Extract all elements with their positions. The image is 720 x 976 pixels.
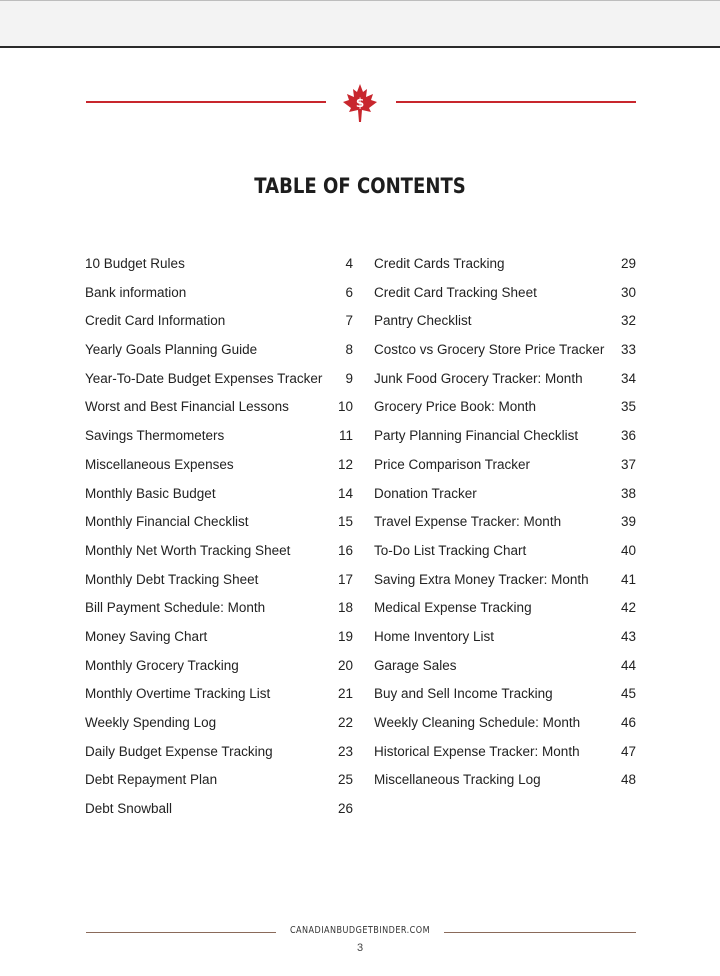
toc-entry [85, 540, 353, 569]
toc-entry-page: 21 [337, 686, 353, 702]
toc-entry-page: 39 [620, 514, 636, 530]
toc-entry-page: 40 [620, 542, 636, 558]
toc-entry [85, 769, 353, 798]
toc-entry-title: Home Inventory List [374, 628, 495, 644]
toc-entry-title: Garage Sales [374, 657, 457, 673]
toc-left-column [85, 253, 353, 827]
toc-entry-page: 25 [337, 772, 353, 788]
toc-entry [374, 425, 636, 454]
toc-entry-page: 19 [337, 628, 353, 644]
toc-entry-title: Historical Expense Tracker: Month [374, 743, 580, 759]
toc-entry-page: 34 [620, 370, 636, 386]
footer-site: CANADIANBUDGETBINDER.COM [289, 925, 431, 936]
toc-entry [85, 798, 353, 827]
toc-entry-page: 4 [345, 256, 353, 271]
toc-entry [85, 454, 353, 483]
toc-right-column [374, 253, 636, 798]
header-rule-right [396, 101, 636, 103]
toc-entry-title: Grocery Price Book: Month [374, 399, 537, 415]
toc-entry-title: Travel Expense Tracker: Month [374, 514, 562, 530]
toc-entry-title: Bill Payment Schedule: Month [85, 600, 266, 616]
toc-entry-title: 10 Budget Rules [85, 256, 185, 271]
toc-entry-page: 36 [620, 428, 636, 444]
toc-entry [85, 511, 353, 540]
toc-entry-page: 10 [337, 399, 353, 415]
toc-entry [374, 626, 636, 655]
toc-entry [85, 425, 353, 454]
toc-entry-page: 11 [338, 428, 353, 444]
toc-entry [374, 769, 636, 798]
toc-entry-page: 30 [620, 284, 636, 300]
toc-entry-title: Saving Extra Money Tracker: Month [374, 571, 589, 587]
toc-entry [85, 339, 353, 368]
toc-entry-page: 45 [620, 686, 636, 702]
toc-entry [374, 741, 636, 770]
toc-entry-title: Miscellaneous Tracking Log [374, 772, 541, 788]
toc-entry [374, 655, 636, 684]
toc-entry-title: Monthly Basic Budget [85, 485, 216, 501]
toc-entry-page: 15 [337, 514, 353, 530]
toc-entry-page: 9 [345, 370, 353, 386]
toc-entry-title: Buy and Sell Income Tracking [374, 686, 553, 702]
toc-entry-page: 37 [620, 456, 636, 472]
toc-entry-title: Monthly Net Worth Tracking Sheet [85, 542, 291, 558]
dollar-sign: $ [355, 96, 365, 110]
toc-entry [374, 511, 636, 540]
footer-rule-right [444, 932, 636, 933]
toc-entry-page: 16 [337, 542, 353, 558]
toc-entry-page: 46 [620, 715, 636, 730]
toc-entry-page: 35 [620, 399, 636, 415]
toc-entry-page: 26 [337, 801, 353, 817]
toc-entry-page: 20 [337, 657, 353, 673]
toc-entry [85, 597, 353, 626]
toc-entry [374, 339, 636, 368]
toc-entry-title: Debt Snowball [85, 801, 173, 817]
toc-entry [85, 683, 353, 712]
maple-leaf-dollar-icon [340, 82, 380, 124]
toc-entry [85, 253, 353, 282]
toc-entry-page: 17 [337, 571, 353, 587]
toc-entry-title: Miscellaneous Expenses [85, 456, 234, 472]
toc-entry-page: 29 [620, 256, 636, 271]
toc-entry [374, 683, 636, 712]
toc-entry-page: 18 [337, 600, 353, 616]
toc-entry [85, 282, 353, 311]
toc-entry [85, 655, 353, 684]
toc-entry-title: Monthly Financial Checklist [85, 514, 249, 530]
toc-entry-title: Pantry Checklist [374, 313, 472, 329]
toc-entry-page: 32 [620, 313, 636, 329]
toc-entry-title: Worst and Best Financial Lessons [85, 399, 289, 415]
toc-entry [85, 310, 353, 339]
toc-entry-title: Credit Card Information [85, 313, 226, 329]
toc-entry-title: Money Saving Chart [85, 628, 208, 644]
toc-entry [374, 597, 636, 626]
toc-entry-page: 43 [620, 628, 636, 644]
toc-entry-page: 44 [620, 657, 636, 673]
toc-entry-page: 38 [620, 485, 636, 501]
toc-entry [85, 396, 353, 425]
toc-entry-title: Party Planning Financial Checklist [374, 428, 579, 444]
toc-entry-page: 14 [337, 485, 353, 501]
toc-entry-title: Donation Tracker [374, 485, 477, 501]
toc-entry [85, 368, 353, 397]
toc-entry-title: Year-To-Date Budget Expenses Tracker [85, 370, 323, 386]
toc-entry-title: Credit Card Tracking Sheet [374, 284, 537, 300]
toc-entry [374, 454, 636, 483]
toc-entry [85, 712, 353, 741]
toc-entry-title: Monthly Debt Tracking Sheet [85, 571, 259, 587]
toc-entry [85, 626, 353, 655]
toc-entry-title: Price Comparison Tracker [374, 456, 531, 472]
toc-entry-title: To-Do List Tracking Chart [374, 542, 527, 558]
toc-entry [374, 712, 636, 741]
toc-entry-page: 6 [345, 284, 353, 300]
toc-entry-page: 8 [345, 342, 353, 358]
toc-entry-title: Credit Cards Tracking [374, 256, 505, 271]
toc-entry-title: Medical Expense Tracking [374, 600, 532, 616]
toc-entry-title: Debt Repayment Plan [85, 772, 218, 788]
toc-entry [374, 310, 636, 339]
toc-entry [374, 540, 636, 569]
toc-entry-title: Costco vs Grocery Store Price Tracker [374, 342, 605, 358]
toc-entry-title: Monthly Grocery Tracking [85, 657, 239, 673]
toc-entry-title: Daily Budget Expense Tracking [85, 743, 273, 759]
toc-entry-page: 7 [345, 313, 353, 329]
toc-entry-page: 12 [337, 456, 353, 472]
toc-entry-page: 48 [620, 772, 636, 788]
toc-entry-title: Weekly Cleaning Schedule: Month [374, 715, 581, 730]
toc-entry [374, 368, 636, 397]
toc-entry-page: 22 [337, 715, 353, 730]
top-bar [0, 0, 720, 48]
toc-entry [374, 282, 636, 311]
toc-entry-title: Junk Food Grocery Tracker: Month [374, 370, 583, 386]
toc-entry [85, 569, 353, 598]
header-rule-left [86, 101, 326, 103]
toc-entry-page: 33 [620, 342, 636, 358]
toc-entry-title: Bank information [85, 284, 187, 300]
toc-entry [374, 483, 636, 512]
toc-entry-title: Weekly Spending Log [85, 715, 217, 730]
toc-entry-page: 41 [620, 571, 636, 587]
page-number: 3 [356, 942, 364, 954]
page-title: TABLE OF CONTENTS [254, 174, 466, 198]
toc-entry-page: 23 [337, 743, 353, 759]
toc-entry-title: Monthly Overtime Tracking List [85, 686, 271, 702]
toc-entry [374, 569, 636, 598]
toc-entry-page: 47 [620, 743, 636, 759]
toc-entry [374, 253, 636, 282]
toc-entry [85, 741, 353, 770]
toc-entry-title: Yearly Goals Planning Guide [85, 342, 258, 358]
toc-entry [374, 396, 636, 425]
toc-entry [85, 483, 353, 512]
toc-entry-page: 42 [620, 600, 636, 616]
toc-entry-title: Savings Thermometers [85, 428, 225, 444]
